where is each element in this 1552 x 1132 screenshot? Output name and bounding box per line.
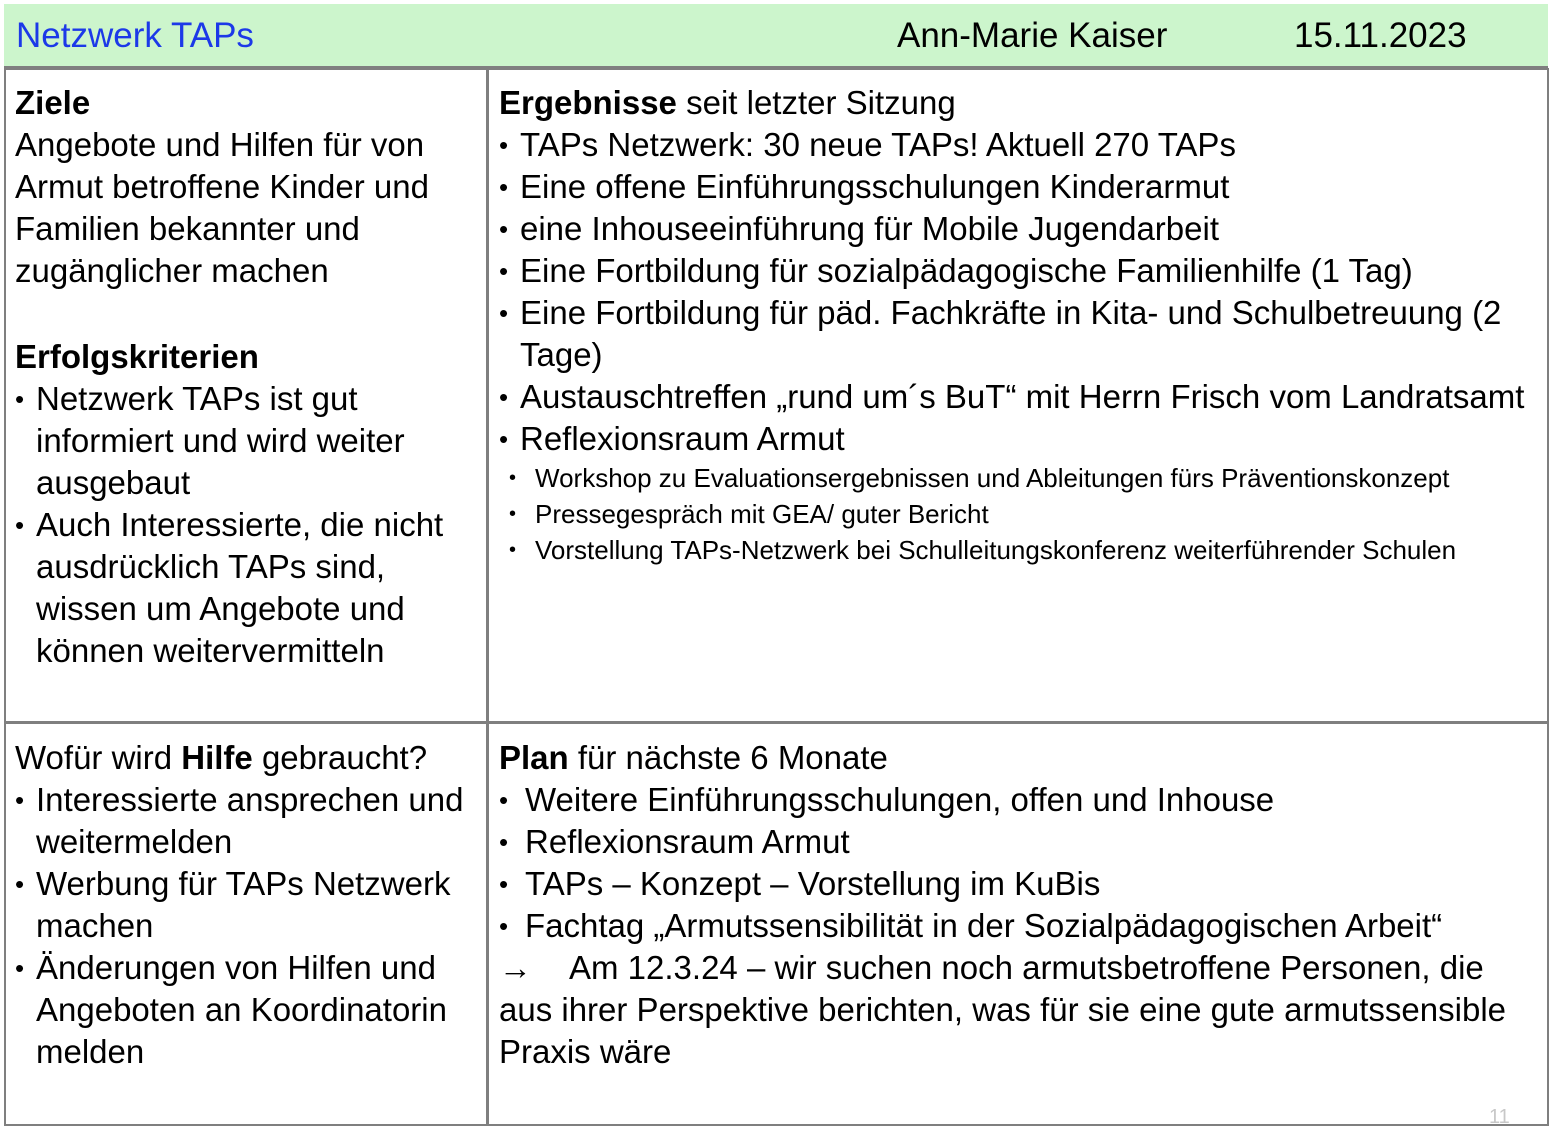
help-heading-pre: Wofür wird xyxy=(15,739,182,776)
criteria-item: • Auch Interessierte, die nicht ausdrücklich TAPs sind, wissen um Angebote und können weitervermitteln xyxy=(15,504,480,672)
results-item: • Eine offene Einführungsschulungen Kinderarmut xyxy=(499,166,1539,208)
slide-title: Netzwerk TAPs xyxy=(16,16,254,55)
slide-header xyxy=(4,4,1548,68)
page-number: 11 xyxy=(1489,1106,1510,1128)
results-item: • Austauschtreffen „rund um´s BuT“ mit Herrn Frisch vom Landratsamt xyxy=(499,376,1539,418)
arrow-right-icon: → xyxy=(499,949,532,986)
plan-note-text: Am 12.3.24 – wir suchen noch armutsbetroffene Personen, die aus ihrer Perspektive berichten, was für sie eine gute armutssensible Praxis wäre xyxy=(499,949,1506,1070)
goals-heading: Ziele xyxy=(15,84,91,121)
help-heading xyxy=(15,737,480,779)
results-item: • Eine Fortbildung für päd. Fachkräfte in Kita- und Schulbetreuung (2 Tage) xyxy=(499,292,1539,376)
criteria-item: • Netzwerk TAPs ist gut informiert und wird weiter ausgebaut xyxy=(15,378,480,504)
results-item: • TAPs Netzwerk: 30 neue TAPs! Aktuell 270 TAPs xyxy=(499,124,1539,166)
help-list xyxy=(15,779,480,1073)
column-divider xyxy=(486,68,489,1126)
help-heading-post: gebraucht? xyxy=(252,739,428,776)
results-subitem: • Pressegespräch mit GEA/ guter Bericht xyxy=(509,496,1539,532)
help-item: • Werbung für TAPs Netzwerk machen xyxy=(15,863,480,947)
goals-text: Angebote und Hilfen für von Armut betroffene Kinder und Familien bekannter und zugänglicher machen xyxy=(15,126,429,289)
plan-item: • Reflexionsraum Armut xyxy=(499,821,1539,863)
results-item: • eine Inhouseeinführung für Mobile Jugendarbeit xyxy=(499,208,1539,250)
plan-note xyxy=(499,947,1539,1073)
results-heading-bold: Ergebnisse xyxy=(499,84,677,121)
goals-cell xyxy=(15,82,480,672)
results-subitem: • Workshop zu Evaluationsergebnissen und Ableitungen fürs Präventionskonzept xyxy=(509,460,1539,496)
plan-heading-rest: für nächste 6 Monate xyxy=(568,739,888,776)
results-subitem: • Vorstellung TAPs-Netzwerk bei Schulleitungskonferenz weiterführender Schulen xyxy=(509,532,1539,568)
criteria-heading: Erfolgskriterien xyxy=(15,338,259,375)
row-divider xyxy=(4,721,1549,724)
results-item: • Eine Fortbildung für sozialpädagogische Familienhilfe (1 Tag) xyxy=(499,250,1539,292)
results-list xyxy=(499,124,1539,460)
results-heading xyxy=(499,82,1539,124)
plan-list xyxy=(499,779,1539,947)
plan-heading xyxy=(499,737,1539,779)
slide-date: 15.11.2023 xyxy=(1294,16,1467,55)
plan-heading-bold: Plan xyxy=(499,739,569,776)
results-item: • Reflexionsraum Armut xyxy=(499,418,1539,460)
author-name: Ann-Marie Kaiser xyxy=(897,16,1168,55)
plan-item: • Weitere Einführungsschulungen, offen und Inhouse xyxy=(499,779,1539,821)
help-item: • Änderungen von Hilfen und Angeboten an Koordinatorin melden xyxy=(15,947,480,1073)
plan-item: • Fachtag „Armutssensibilität in der Sozialpädagogischen Arbeit“ xyxy=(499,905,1539,947)
results-cell xyxy=(499,82,1539,568)
plan-item: • TAPs – Konzept – Vorstellung im KuBis xyxy=(499,863,1539,905)
help-heading-bold: Hilfe xyxy=(181,739,253,776)
help-cell xyxy=(15,737,480,1073)
help-item: • Interessierte ansprechen und weitermelden xyxy=(15,779,480,863)
results-sublist xyxy=(509,460,1539,568)
criteria-list xyxy=(15,378,480,672)
plan-cell xyxy=(499,737,1539,1073)
results-heading-rest: seit letzter Sitzung xyxy=(676,84,956,121)
